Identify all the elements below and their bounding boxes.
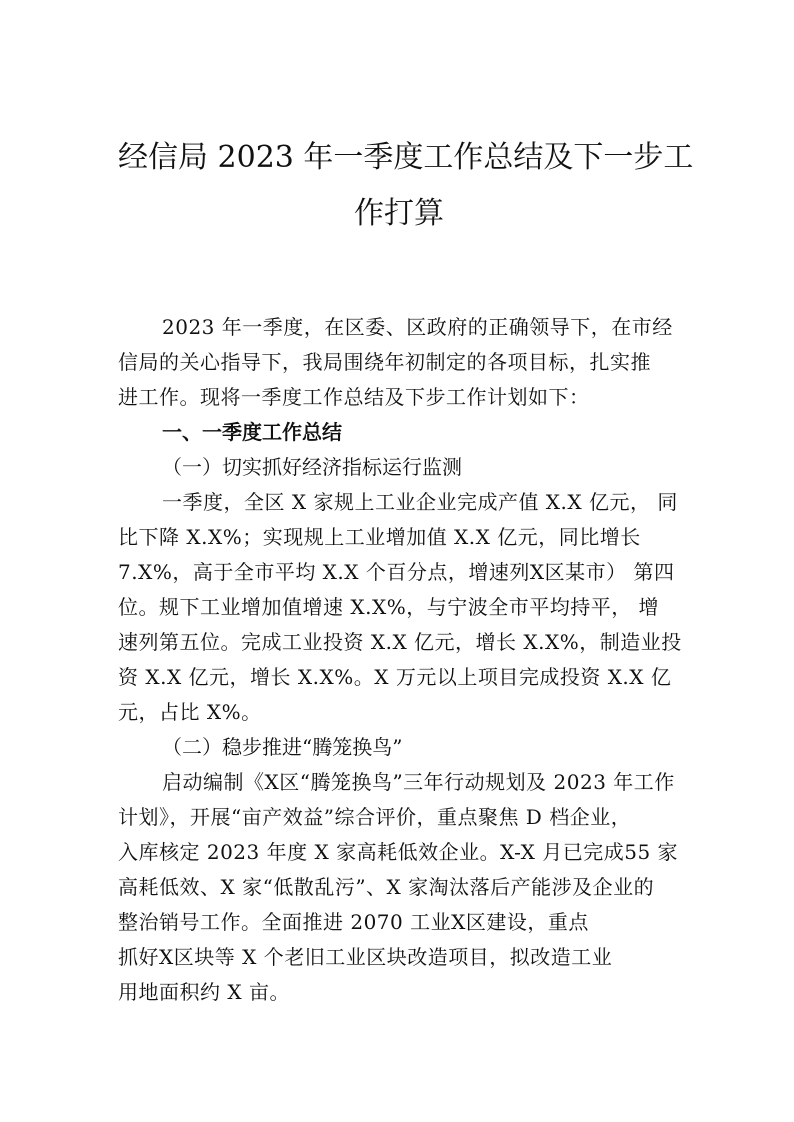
paragraph-line: 位。规下工业增加值增速 X.X%，与宁波全市平均持平， 增 [118, 595, 660, 619]
title-line-2: 作打算 [354, 196, 444, 231]
paragraph-line: 速列第五位。完成工业投资 X.X 亿元，增长 X.X%，制造业投 [118, 630, 682, 654]
subsection-heading-2: （二）稳步推进“腾笼换鸟” [162, 735, 403, 759]
paragraph-line: 入库核定 2023 年度 X 家高耗低效企业。X-X 月已完成55 家 [118, 840, 679, 864]
section-heading-1: 一、一季度工作总结 [162, 420, 342, 444]
intro-line: 信局的关心指导下，我局围绕年初制定的各项目标，扎实推 [118, 350, 651, 374]
intro-paragraph [118, 310, 680, 415]
document-body [118, 310, 680, 1010]
document-page [118, 130, 694, 1010]
intro-line: 2023 年一季度，在区委、区政府的正确领导下，在市经 [162, 315, 673, 339]
paragraph-line: 抓好X区块等 X 个老旧工业区块改造项目，拟改造工业 [118, 945, 613, 969]
paragraph-line: 计划》，开展“亩产效益”综合评价，重点聚焦 D 档企业， [118, 805, 632, 829]
subsection-2-paragraph [118, 765, 680, 1010]
paragraph-line: 资 X.X 亿元，增长 X.X%。X 万元以上项目完成投资 X.X 亿 [118, 665, 672, 689]
document-title [118, 130, 694, 242]
paragraph-line: 7.X%，高于全市平均 X.X 个百分点，增速列X区某市） 第四 [118, 560, 675, 584]
paragraph-line: 高耗低效、X 家“低散乱污”、X 家淘汰落后产能涉及企业的 [118, 875, 655, 899]
subsection-heading-1: （一）切实抓好经济指标运行监测 [162, 455, 462, 479]
subsection-1-paragraph [118, 485, 680, 730]
paragraph-line: 一季度，全区 X 家规上工业企业完成产值 X.X 亿元， 同 [162, 490, 678, 514]
paragraph-line: 整治销号工作。全面推进 2070 工业X区建设，重点 [118, 910, 589, 934]
intro-line: 进工作。现将一季度工作总结及下步工作计划如下： [118, 385, 590, 409]
paragraph-line: 元，占比 X%。 [118, 700, 262, 724]
paragraph-line: 比下降 X.X%；实现规上工业增加值 X.X 亿元，同比增长 [118, 525, 641, 549]
paragraph-line: 用地面积约 X 亩。 [118, 980, 290, 1004]
paragraph-line: 启动编制《X区“腾笼换鸟”三年行动规划及 2023 年工作 [162, 770, 675, 794]
title-line-1: 经信局 2023 年一季度工作总结及下一步工 [118, 140, 694, 175]
